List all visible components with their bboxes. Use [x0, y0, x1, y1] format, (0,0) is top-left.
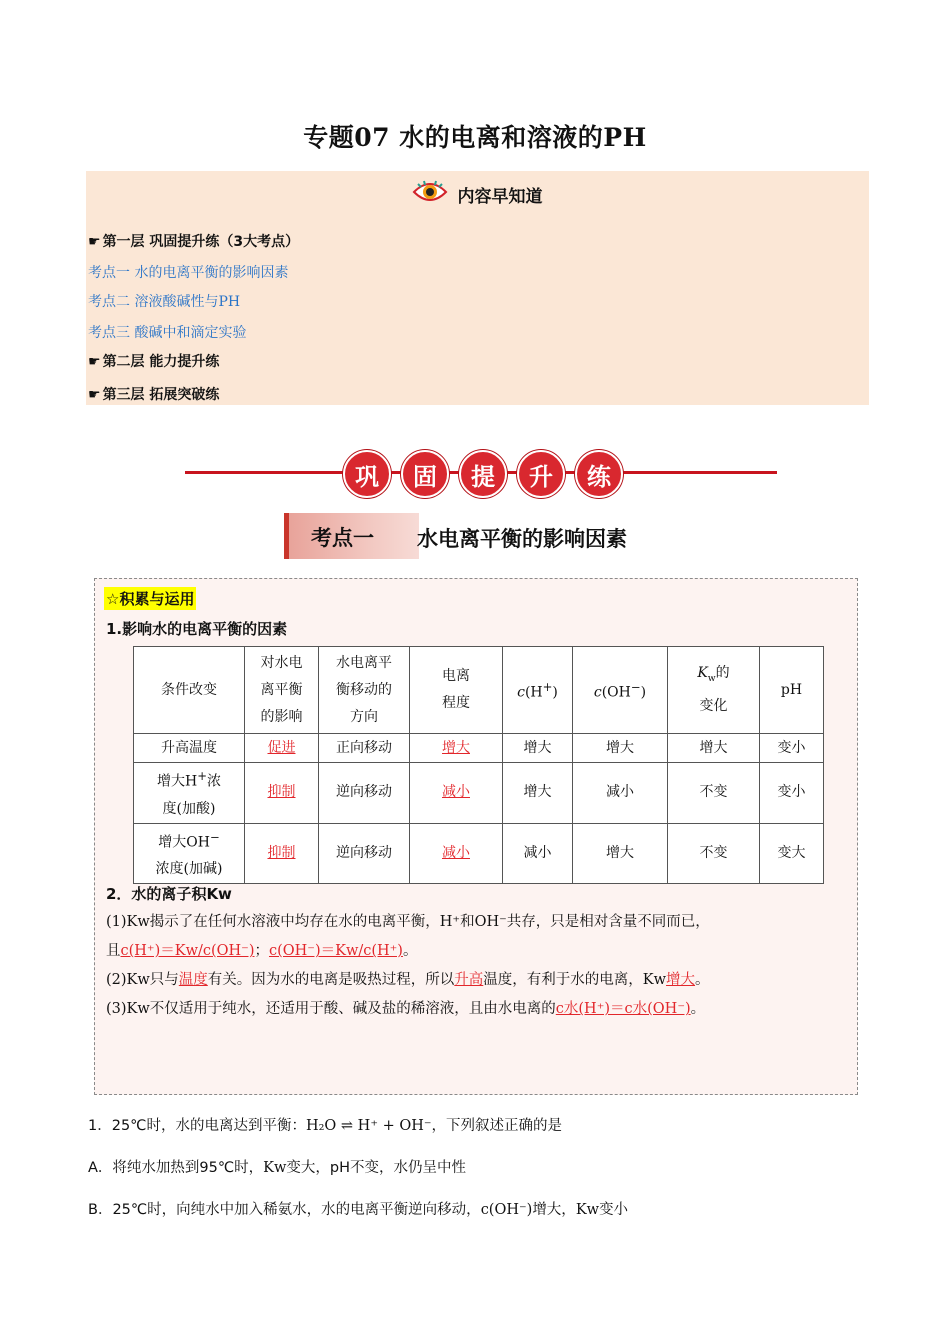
paragraph-1a: (1)Kw揭示了在任何水溶液中均存在水的电离平衡，H⁺和OH⁻共存，只是相对含量不同而已， — [106, 914, 710, 930]
equation: H₂O ⇌ H⁺ + OH⁻ — [305, 1118, 432, 1134]
contents-header-text: 内容早知道 — [457, 186, 543, 207]
table-header: 水电离平 衡移动的 方向 — [319, 647, 410, 734]
pointing-hand-icon: ☛ — [88, 234, 101, 250]
answer-blank: c水(H⁺)＝c水(OH⁻) — [555, 1001, 691, 1017]
table-cell: 增大 — [668, 734, 760, 763]
table-cell: 增大 — [503, 734, 573, 763]
table-cell: 增大 — [573, 734, 668, 763]
banner-char: 练 — [575, 450, 623, 498]
table-cell: 逆向移动 — [319, 823, 410, 884]
factors-table — [133, 646, 824, 884]
option-a[interactable]: A．将纯水加热到95℃时，Kw变大，pH不变，水仍呈中性 — [88, 1160, 467, 1176]
page-title: 专题07 水的电离和溶液的PH — [303, 123, 647, 152]
table-cell: 变大 — [760, 823, 824, 884]
table-header: 电离 程度 — [410, 647, 503, 734]
paragraph-2: (2)Kw只与温度有关。因为水的电离是吸热过程，所以升高温度，有利于水的电离，Kw增大。 — [106, 972, 710, 988]
table-cell: 抑制 — [245, 823, 319, 884]
table-cell: 不变 — [668, 763, 760, 824]
table-header: c(OH−) — [573, 647, 668, 734]
banner-char: 巩 — [343, 450, 391, 498]
answer-blank: 温度 — [178, 972, 208, 988]
kaodian-title: 水电离平衡的影响因素 — [417, 527, 627, 551]
table-header: $K_w$的 变化 — [668, 647, 760, 734]
banner-char: 固 — [401, 450, 449, 498]
answer-blank: 增大 — [666, 972, 696, 988]
banner-char: 升 — [517, 450, 565, 498]
kaodian-tag: 考点一 — [284, 513, 419, 559]
answer-blank: 升高 — [454, 972, 484, 988]
pointing-hand-icon: ☛ — [88, 387, 101, 403]
knowledge-panel — [94, 578, 858, 1095]
table-cell: 增大 — [410, 734, 503, 763]
contents-header — [86, 179, 869, 209]
table-header: 条件改变 — [134, 647, 245, 734]
eye-icon — [412, 179, 448, 209]
answer-blank: c(OH⁻)＝Kw/c(H⁺) — [268, 943, 403, 959]
table-cell: 减小 — [410, 823, 503, 884]
table-cell: 增大OH− 浓度(加碱) — [134, 823, 245, 884]
table-header: 对水电 离平衡 的影响 — [245, 647, 319, 734]
toc-level-3[interactable]: ☛ 第三层 拓展突破练 — [88, 387, 220, 403]
toc-level-1[interactable]: ☛ 第一层 巩固提升练（3大考点） — [88, 234, 300, 250]
table-cell: 增大 — [573, 823, 668, 884]
option-b[interactable]: B．25℃时，向纯水中加入稀氨水，水的电离平衡逆向移动，c(OH⁻)增大，Kw变小 — [88, 1202, 629, 1218]
table-cell: 减小 — [503, 823, 573, 884]
table-cell: 逆向移动 — [319, 763, 410, 824]
paragraph-1b: 且c(H⁺)＝Kw/c(OH⁻)；c(OH⁻)＝Kw/c(H⁺)。 — [106, 943, 418, 959]
toc-point-3[interactable]: 考点三 酸碱中和滴定实验 — [88, 325, 247, 341]
table-cell: 变小 — [760, 734, 824, 763]
table-cell: 升高温度 — [134, 734, 245, 763]
toc-point-2[interactable]: 考点二 溶液酸碱性与PH — [88, 294, 241, 310]
table-cell: 不变 — [668, 823, 760, 884]
table-cell: 减小 — [573, 763, 668, 824]
paragraph-3: (3)Kw不仅适用于纯水，还适用于酸、碱及盐的稀溶液，且由水电离的c水(H⁺)＝c水(OH⁻)。 — [106, 1001, 706, 1017]
table-cell: 抑制 — [245, 763, 319, 824]
table-cell: 正向移动 — [319, 734, 410, 763]
banner-char: 提 — [459, 450, 507, 498]
table-cell: 增大H+浓 度(加酸) — [134, 763, 245, 824]
table-cell: 减小 — [410, 763, 503, 824]
section-banner — [185, 450, 777, 496]
question-1: 1．25℃时，水的电离达到平衡：H₂O ⇌ H⁺ + OH⁻，下列叙述正确的是 — [88, 1118, 563, 1134]
toc-point-1[interactable]: 考点一 水的电离平衡的影响因素 — [88, 265, 289, 281]
toc-level-2[interactable]: ☛ 第二层 能力提升练 — [88, 354, 220, 370]
section-heading: 1.影响水的电离平衡的因素 — [106, 620, 288, 638]
table-cell: 促进 — [245, 734, 319, 763]
contents-box — [86, 171, 869, 405]
pointing-hand-icon: ☛ — [88, 354, 101, 370]
table-cell: 变小 — [760, 763, 824, 824]
table-header: c(H+) — [503, 647, 573, 734]
table-cell: 增大 — [503, 763, 573, 824]
table-header: pH — [760, 647, 824, 734]
accumulate-tag: ☆积累与运用 — [104, 587, 196, 610]
answer-blank: c(H⁺)＝Kw/c(OH⁻) — [120, 943, 255, 959]
section-heading: 2．水的离子积Kw — [106, 885, 232, 903]
